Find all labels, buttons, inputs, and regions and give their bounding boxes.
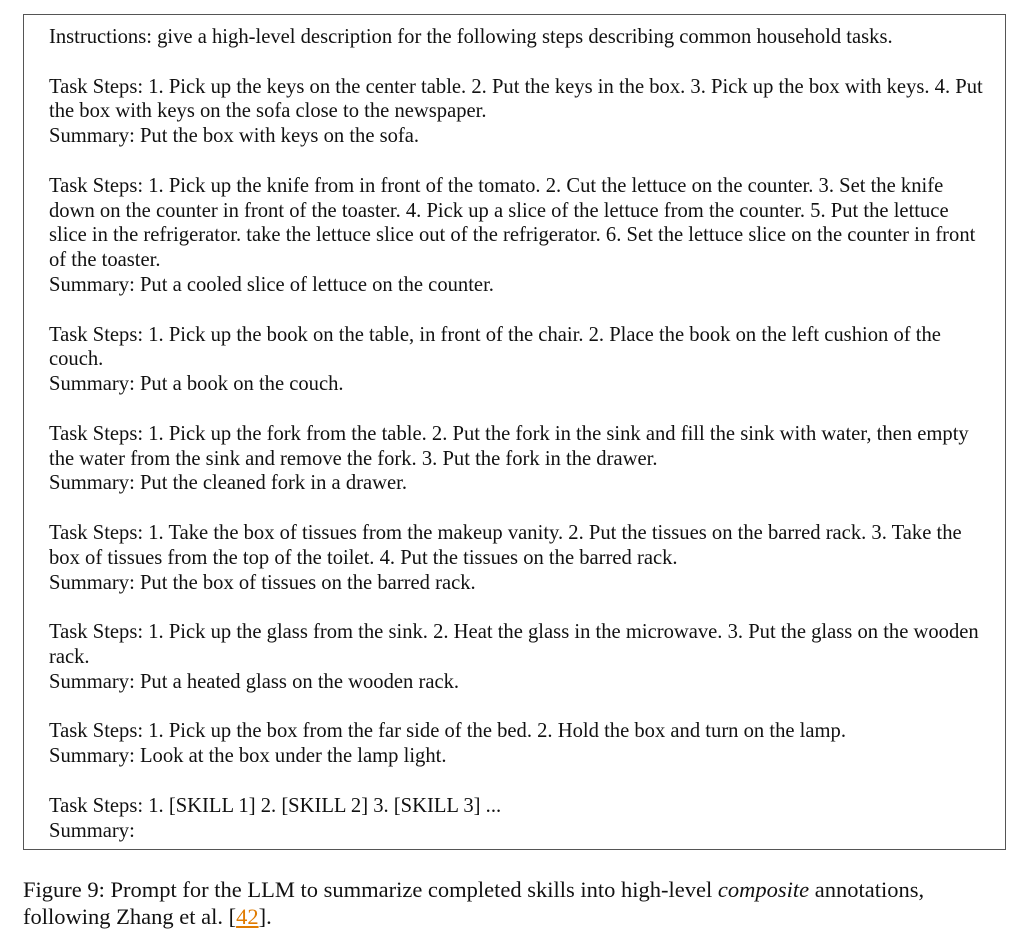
task-summary: Summary:	[49, 819, 135, 842]
task-steps: Task Steps: 1. Pick up the keys on the center table. 2. Put the keys in the box. 3. Pick up the box with keys. 4. Put the box with keys on the sofa close to the newspaper.	[49, 75, 983, 123]
caption-prefix: Figure 9: Prompt for the LLM to summarize completed skills into high-level	[23, 877, 718, 902]
task-summary: Summary: Look at the box under the lamp light.	[49, 745, 447, 768]
caption-suffix: ].	[258, 904, 272, 929]
task-summary: Summary: Put the cleaned fork in a drawer.	[49, 472, 407, 495]
task-summary: Summary: Put the box of tissues on the barred rack.	[49, 571, 476, 594]
task-steps: Task Steps: 1. Pick up the glass from the sink. 2. Heat the glass in the microwave. 3. Put the glass on the wooden rack.	[49, 621, 979, 668]
example-block-template	[49, 794, 985, 844]
example-block	[49, 323, 985, 397]
task-steps: Task Steps: 1. [SKILL 1] 2. [SKILL 2] 3. [SKILL 3] ...	[49, 794, 502, 817]
example-block	[49, 719, 985, 769]
task-summary: Summary: Put a cooled slice of lettuce on the counter.	[49, 273, 494, 296]
task-summary: Summary: Put the box with keys on the sofa.	[49, 125, 420, 148]
citation-link[interactable]: 42	[236, 904, 259, 929]
example-block	[49, 620, 985, 694]
task-summary: Summary: Put a heated glass on the wooden rack.	[49, 670, 460, 693]
task-summary: Summary: Put a book on the couch.	[49, 373, 344, 396]
figure-caption	[23, 876, 1013, 930]
example-block	[49, 174, 985, 298]
example-block	[49, 75, 985, 149]
task-steps: Task Steps: 1. Pick up the fork from the table. 2. Put the fork in the sink and fill the sink with water, then empty the water from the sink and remove the fork. 3. Put the fork in the drawer.	[49, 422, 969, 470]
example-block	[49, 422, 985, 496]
example-block	[49, 521, 985, 595]
caption-emphasis: composite	[717, 877, 810, 902]
prompt-instructions: Instructions: give a high-level description for the following steps describing common household tasks.	[49, 26, 893, 48]
caption-middle: annotations, following Zhang et al. [	[23, 877, 925, 929]
task-steps: Task Steps: 1. Pick up the book on the table, in front of the chair. 2. Place the book on the left cushion of the couch.	[49, 323, 941, 371]
task-steps: Task Steps: 1. Take the box of tissues from the makeup vanity. 2. Put the tissues on the barred rack. 3. Take the box of tissues from the top of the toilet. 4. Put the tissues on the barred rack.	[49, 521, 962, 569]
prompt-box	[23, 14, 1006, 850]
task-steps: Task Steps: 1. Pick up the box from the far side of the bed. 2. Hold the box and turn on the lamp.	[49, 720, 846, 743]
task-steps: Task Steps: 1. Pick up the knife from in front of the tomato. 2. Cut the lettuce on the counter. 3. Set the knife down on the counter in front of the toaster. 4. Pick up a slice of the lettuce from the counter. 5. Put the lettuce slice in the refrigerator. take the lettuce slice out of the refrigerator. 6. Set the lettuce slice on the counter in front of the toaster.	[49, 174, 976, 272]
